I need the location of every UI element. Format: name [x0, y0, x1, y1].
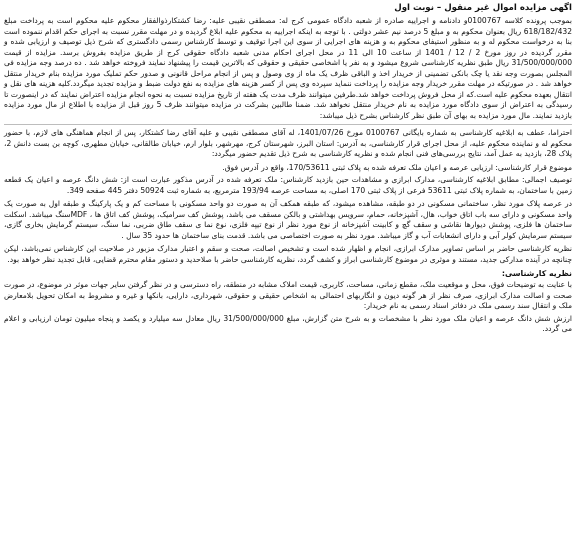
- notice-title: اگهی مزایده اموال غیر منقول – نوبت اول: [394, 3, 572, 13]
- opinion-body-paragraph: با عنایت به توضیحات فوق، محل و موقعیت ملک، مقطع زمانی، مساحت، کاربری، قیمت املاک مشابه در منطقه، راه دسترسی و در نظر گرفتن سایر جهات موثر در موضوع، در صورت صحت و اصالت مدارک ابرازی، صرف نظر از هر گونه دیون و انگاربهای احتمالی به اشخاص حقیقی و حقوقی، شهرداری، دارایی، بانکها و غیره و مشروط به امکان تحویل بلامعارض ملک و انتقال سند رسمی ملک در دفاتر اسناد رسمی به نام خریدار:: [4, 280, 572, 310]
- detail-description-paragraph: در عرصه پلاک مورد نظر، ساختمانی مسکونی در دو طبقه، مشاهده میشود، که طبقه همکف آن به صورت دو واحد مسکونی با مساحت کم و یک پارکینگ و طبقه اول به صورت یک واحد مسکونی و دارای سه باب اتاق خواب، هال، آشپزخانه، حمام، سرویس بهداشتی و بالکن مسقف می باشد، پوشش کف سرامیک، پوشش کف اتاق ها ، MDFسنگ میباشد. اسکلت ساختمان ها فلزی، پوشش دیوارها نقاشی و سقف گچ و کابینت آشپزخانه از نوع مورد نظر از نوع تیپه فلزی، نوع نما ی سقف طاق ضربی، نما سنگ، سیستم گرمایش بخاری گازی، سیستم سرمایش کولر آبی و دارای انشعابات آب و گاز میباشد. مورد نظر به صورت اختصاصی می باشد. قدمت بنای ساختمان ها حدود 35 سال .: [4, 199, 572, 240]
- expert-intro-paragraph: احتراما، عطف به ابلاغیه کارشناسی به شماره بایگانی 0100767 مورخ 1401/07/26، له آقای مصطفی نقیبی و علیه آقای رضا کشتکار، پس از انجام هماهنگی های لازم، با حضور محکوم له و نماینده محکوم علیه، از محل اجرای قرار کارشناسی، به آدرس: استان البرز، شهرستان کرج، مهرشهر، بلوار ارم، خیابان طالقانی، خیابان مطهری، کوچه بن بست دانش 2، پلاک 28، بازدید به عمل آمد، نتایج بررسی‌های فنی انجام شده و نظریه کارشناسی به شرح ذیل تقدیم حضور میگردد:: [4, 128, 572, 158]
- expert-note-paragraph: نظریه کارشناسی حاضر بر اساس تصاویر مدارک ابرازی، انجام و اظهار شده است و تشخیص اصالت، صحت و سقم و اعتبار مدارک مزبور در صلاحیت این کارشناس نمی‌باشد، لیکن چنانچه در آینده مدارکی جدید، مستند و موثری در موضوع کارشناسی ابراز و کشف گردد، نظریه کارشناسی حاضر با صلاحدید و دستور مقام محترم قضایی، قابل تجدید نظر خواهد بود.: [4, 244, 572, 264]
- opinion-heading: نظریه کارشناسی:: [501, 269, 572, 278]
- section-divider: [4, 124, 572, 125]
- valuation-paragraph: ارزش شش دانگ عرصه و اعیان ملک مورد نظر با مشخصات و به شرح متن گزارش، مبلغ 31/500/000/000 ریال معادل سه میلیارد و یکصد و پنجاه میلیون تومان ارزیابی و اعلام می گردد.: [4, 313, 572, 333]
- notice-intro-paragraph: بموجب پرونده کلاسه 0100767و دادنامه و اجراییه صادره از شعبه دادگاه عمومی کرج له: مصطفی نقیبی علیه: رضا کشتکارذوالفقار محکوم علیه محکوم است به پرداخت مبلغ 618/182/432 ریال بعنوان محکوم به و مبلغ 5 درصد نیم عشر دولتی . با توجه به اینکه اجراییه به محکوم علیه ابلاغ گردیده و در مهلت مقرر نسبت به اجرای حکم اقدام ننموده است بنا به درخواست محکوم له و به منظور استیفای محکوم به و هزینه های اجرایی از سوی این اجرا توقیف و توسط کارشناس رسمی دادگستری که شرح ذیل توصیف و ارزیابی شده و مقرر گردیده در روز مورخ 2 / 12 / 1401 از ساعت 10 الی 11 در محل اجرای احکام مدنی شعبه دادگاه حقوقی کرج از طریق مزایده بفروش برسد. مزایده از قیمت 31/500/000/000 ریال طبق نظریه کارشناسی شروع میشود و به نفر یا اشخاصی حقیقی و حقوقی که بالاترین قیمت را پیشنهاد نمایند فروخته خواهد شد . ده درصد وجه مزایده فی المجلس بصورت وجه نقد یا چک بانکی تضمینی از خریدار اخذ و الباقی ظرف یک ماه از وی وصول و پس از انجام مراحل قانونی و صدور حکم تملیک مورد مزایده بنام خریدار منتقل خواهد شد . در صورتیکه در مهلت مقرر خریدار وجه مزایده را پرداخت ننماید سپرده وی پس از کسر هزینه های مزایده به نفع دولت ضبط و مزایده تجدید میگردد.کلیه هزینه های نقل و انتقال بعهده محکوم علیه است.که از محل فروش پرداخت خواهد شد.طرفین میتوانند ظرف مدت یک هفته از تاریخ مزایده نسبت به نحوه انجام مزایده اعتراض نمایند که در اینصورت تا رسیدگی به اعتراض از سوی دادگاه مورد مزایده به نام خریدار منتقل نخواهد شد. ضمنا طالبین بشرکت در مزایده میتوانند ظرف 5 روز قبل از مزایده با اطلاع از مال مورد مزایده بازدید نمایند. مال مورد مزایده به بهای آن طبق نظر کارشناس بشرح ذیل میباشد:: [4, 16, 573, 120]
- general-description-paragraph: توصیف اجمالی: مطابق ابلاغیه کارشناسی، مدارک ابرازی و مشاهدات حین بازدید کارشناس: ملک تعرفه شده در آدرس مذکور عبارت است از: شش دانگ عرصه و اعیان یک قطعه زمین با ساختمان، به شماره پلاک ثبتی 53611 فرعی از پلاک ثبتی 170 اصلی، به مساحت عرصه 193/94 مترمربع، به شماره ثبت 50924 دفتر 445 صفحه 349.: [4, 175, 572, 195]
- subject-paragraph: موضوع قرار کارشناسی: ارزیابی عرصه و اعیان ملک تعرفه شده به پلاک ثبتی 170/53611، واقع در آدرس فوق.: [222, 162, 572, 172]
